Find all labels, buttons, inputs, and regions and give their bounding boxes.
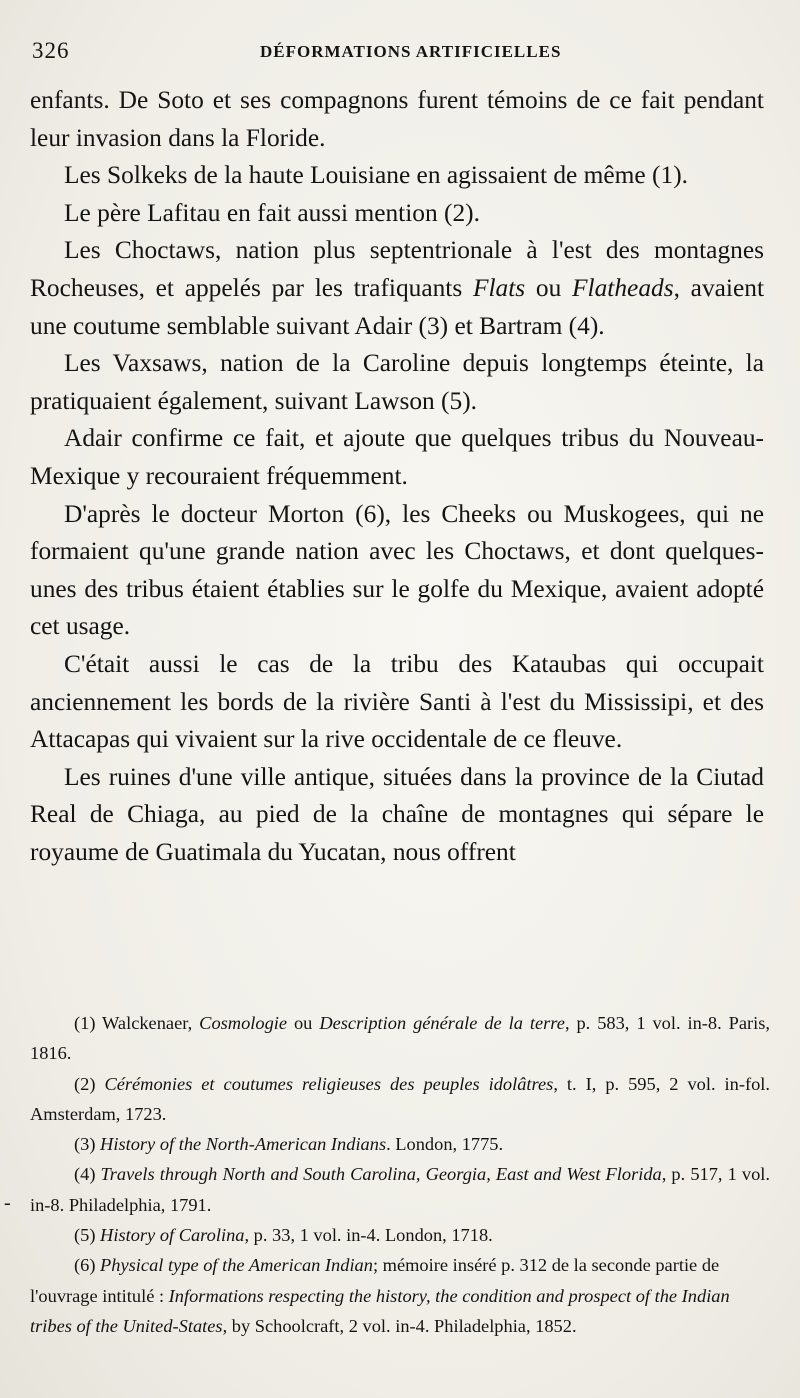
- margin-mark: -: [4, 1192, 11, 1214]
- italic-title: Description générale de la terre: [319, 1013, 565, 1033]
- italic-title: History of the North-American Indians: [100, 1134, 387, 1155]
- text-run: , t. I, p. 595, 2 vol. in-fol. Amsterdam, 1723.: [30, 1073, 771, 1124]
- text-run: , p. 33, 1 vol. in-4. London, 1718.: [244, 1225, 493, 1246]
- footnote-2: [30, 1069, 770, 1130]
- italic-title: Physical type of the American Indian: [100, 1255, 373, 1276]
- text-run: Walckenaer,: [102, 1013, 200, 1033]
- text-run: , p. 583, 1 vol. in-8. Paris, 1816.: [30, 1013, 771, 1064]
- text-run: . London, 1775.: [386, 1134, 504, 1155]
- footnote-mark: (4): [74, 1164, 101, 1185]
- body-text: [30, 82, 764, 871]
- italic-title: History of Carolina: [100, 1225, 245, 1246]
- text-run: ou: [287, 1013, 320, 1033]
- paragraph-adair: Adair confirme ce fait, et ajoute que quelques tribus du Nouveau-Mexique y recouraient fréquemment.: [30, 424, 764, 490]
- footnote-mark: (5): [74, 1225, 101, 1246]
- text-run: ou: [525, 273, 573, 302]
- text-run: , p. 517, 1 vol. in-8. Philadelphia, 1791.: [30, 1164, 770, 1215]
- footnote-mark: (1): [74, 1013, 103, 1033]
- italic-term: Flats: [472, 273, 526, 302]
- text-run: , by Schoolcraft, 2 vol. in-4. Philadelphia, 1852.: [222, 1315, 577, 1336]
- page-header: [30, 38, 770, 68]
- footnote-1: [30, 1008, 770, 1069]
- paragraph-continuation: enfants. De Soto et ses compagnons furent témoins de ce fait pendant leur invasion dans la Floride.: [30, 86, 764, 152]
- footnote-6: [30, 1250, 770, 1341]
- italic-title: Informations respecting the history, the condition and prospect of the Indian tribes of the United-States: [30, 1285, 730, 1336]
- italic-title: Cosmologie: [199, 1013, 288, 1033]
- footnote-mark: (6): [74, 1255, 101, 1276]
- text-run: , avaient une coutume semblable suivant Adair (3) et Bartram (4).: [30, 273, 764, 340]
- paragraph-solkeks: Les Solkeks de la haute Louisiane en agissaient de même (1).: [64, 161, 688, 190]
- running-title: DÉFORMATIONS ARTIFICIELLES: [260, 42, 562, 61]
- footnote-4: [30, 1159, 770, 1220]
- footnote-3: [30, 1129, 770, 1159]
- footnote-mark: (2): [74, 1073, 105, 1094]
- italic-term: Flatheads: [572, 273, 674, 302]
- text-run: Les Choctaws, nation plus septentrionale à l'est des montagnes Rocheuses, et appelés par les trafiquants: [30, 236, 764, 302]
- paragraph-choctaws: [30, 232, 764, 345]
- page-number: 326: [32, 38, 70, 63]
- footnote-5: [30, 1220, 770, 1250]
- paragraph-lafitau: Le père Lafitau en fait aussi mention (2).: [64, 198, 480, 227]
- italic-title: Cérémonies et coutumes religieuses des peuples idolâtres: [104, 1073, 554, 1094]
- footnote-mark: (3): [74, 1134, 101, 1155]
- paragraph-vaxsaws: Les Vaxsaws, nation de la Caroline depuis longtemps éteinte, la pratiquaient également, suivant Lawson (5).: [30, 349, 764, 415]
- paragraph-ruines: Les ruines d'une ville antique, situées dans la province de la Ciutad Real de Chiaga, au pied de la chaîne de montagnes qui sépare le royaume de Guatimala du Yucatan, nous offrent: [30, 762, 764, 866]
- paragraph-kataubas: C'était aussi le cas de la tribu des Kataubas qui occupait anciennement les bords de la rivière Santi à l'est du Mississipi, et des Attacapas qui vivaient sur la rive occidentale de ce fleuve.: [30, 649, 764, 754]
- italic-title: Travels through North and South Carolina, Georgia, East and West Florida: [100, 1164, 662, 1185]
- paragraph-morton: D'après le docteur Morton (6), les Cheeks ou Muskogees, qui ne formaient qu'une grande nation avec les Choctaws, et dont quelques-unes des tribus étaient établies sur le golfe du Mexique, avaient adopté cet usage.: [30, 499, 764, 641]
- footnotes: [30, 1008, 770, 1341]
- text-run: ; mémoire inséré p. 312 de la seconde partie de l'ouvrage intitulé :: [30, 1255, 720, 1306]
